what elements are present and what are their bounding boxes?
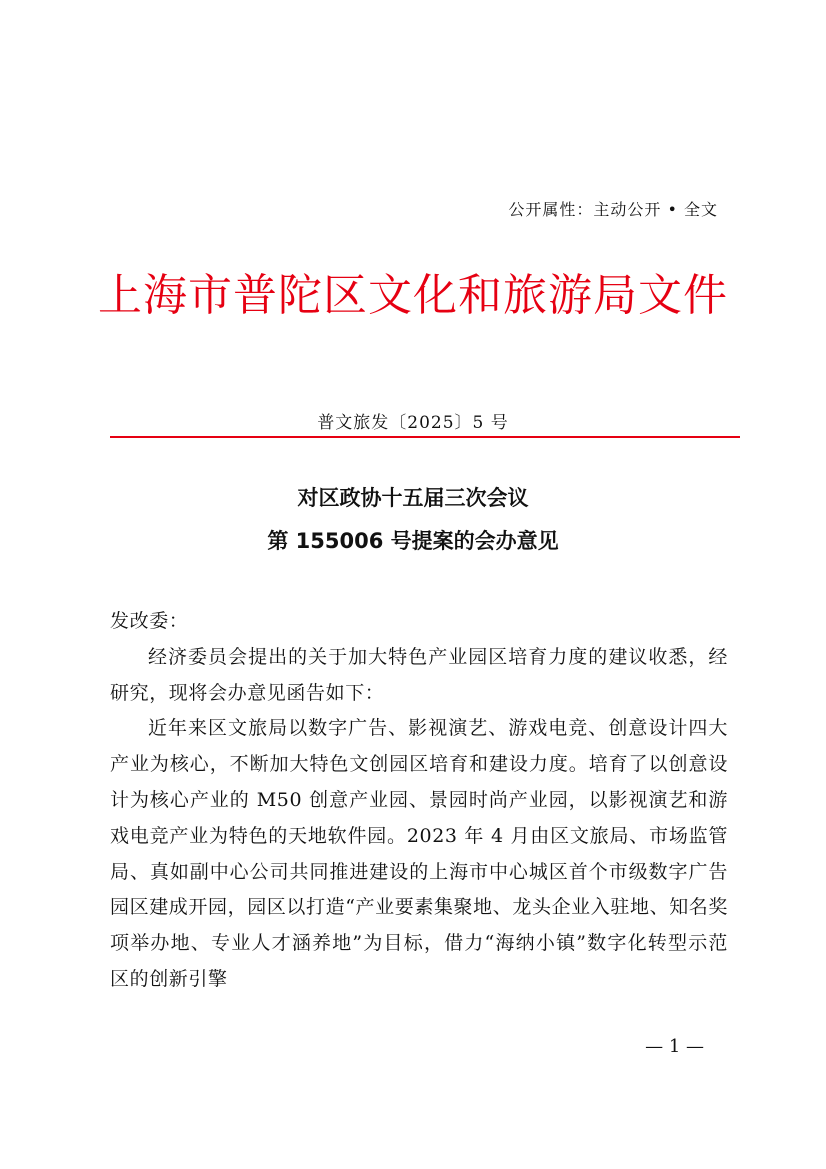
document-body (110, 604, 728, 998)
salutation: 发改委： (110, 610, 189, 632)
masthead-title: 上海市普陀区文化和旅游局文件 (98, 270, 728, 321)
paragraph: 近年来区文旅局以数字广告、影视演艺、游戏电竞、创意设计四大产业为核心，不断加大特色文创园区培育和建设力度。培育了以创意设计为核心产业的 M50 创意产业园、景园时尚产业园，以影视演艺和游戏电竞产业为特色的天地软件园。2023 年 4 月由区文旅局、市场监管局、真如副中心公司共同推进建设的上海市中心城区首个市级数字广告园区建成开园，园区以打造“产业要素集聚地、龙头企业入驻地、知名奖项举办地、专业人才涵养地”为目标，借力“海纳小镇”数字化转型示范区的创新引擎 (110, 717, 728, 990)
disclosure-label: 公开属性：主动公开 • 全文 (508, 200, 718, 219)
document-title-line-2: 第 155006 号提案的会办意见 (267, 529, 559, 553)
document-number: 普文旅发〔2025〕5 号 (317, 413, 509, 433)
paragraph: 经济委员会提出的关于加大特色产业园区培育力度的建议收悉，经研究，现将会办意见函告如下： (110, 645, 728, 704)
document-title-line-1: 对区政协十五届三次会议 (297, 486, 529, 510)
page-number: — 1 — (645, 1036, 704, 1057)
red-divider (110, 436, 740, 438)
